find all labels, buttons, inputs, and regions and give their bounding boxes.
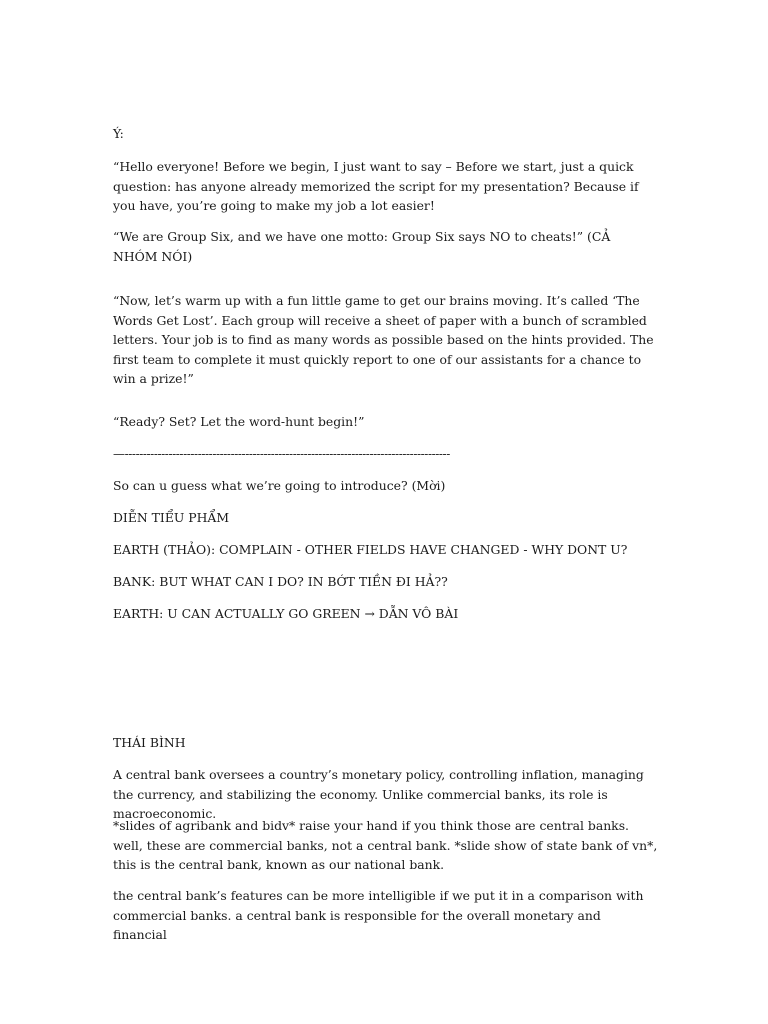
paragraph-slides-commercial-banks: *slides of agribank and bidv* raise your hand if you think those are central banks. well, these are commercial banks, not a central bank. *slide show of state bank of vn*, this is the central bank, known as our national bank. [113,818,658,872]
paragraph-intro-greeting: “Hello everyone! Before we begin, I just want to say – Before we start, just a quick question: has anyone already memorized the script for my presentation? Because if you have, you’re going to make my job a lot easier! [113,159,639,213]
heading-speaker-y: Ý: [113,126,124,141]
paragraph-guess-question: So can u guess what we’re going to introduce? (Mời) [113,478,446,493]
paragraph-skit-heading: DIỄN TIỂU PHẨM [113,510,230,525]
paragraph-earth-go-green: EARTH: U CAN ACTUALLY GO GREEN → DẪN VÔ BÀI [113,606,459,621]
paragraph-ready-set: “Ready? Set? Let the word-hunt begin!” [113,414,365,429]
paragraph-bank-reply: BANK: BUT WHAT CAN I DO? IN BỚT TIỀN ĐI HẢ?? [113,574,448,589]
divider-line: —----------------------------------------------------------------------------------------- [113,447,450,461]
heading-thai-binh: THÁI BÌNH [113,735,186,750]
paragraph-game-instructions: “Now, let’s warm up with a fun little game to get our brains moving. It’s called ‘The Words Get Lost’. Each group will receive a sheet of paper with a bunch of scrambled letters. Your job is to find as many words as possible based on the hints provided. The first team to complete it must quickly report to one of our assistants for a chance to win a prize!” [113,293,654,386]
paragraph-earth-complain: EARTH (THẢO): COMPLAIN - OTHER FIELDS HAVE CHANGED - WHY DONT U? [113,542,628,557]
paragraph-central-bank-definition: A central bank oversees a country’s monetary policy, controlling inflation, managing the currency, and stabilizing the economy. Unlike commercial banks, its role is macroeconomic. [113,767,644,821]
paragraph-group-motto: “We are Group Six, and we have one motto: Group Six says NO to cheats!” (CẢ NHÓM NÓI) [113,229,611,264]
paragraph-central-bank-features: the central bank’s features can be more intelligible if we put it in a comparison with commercial banks. a central bank is responsible for the overall monetary and financial [113,888,644,942]
